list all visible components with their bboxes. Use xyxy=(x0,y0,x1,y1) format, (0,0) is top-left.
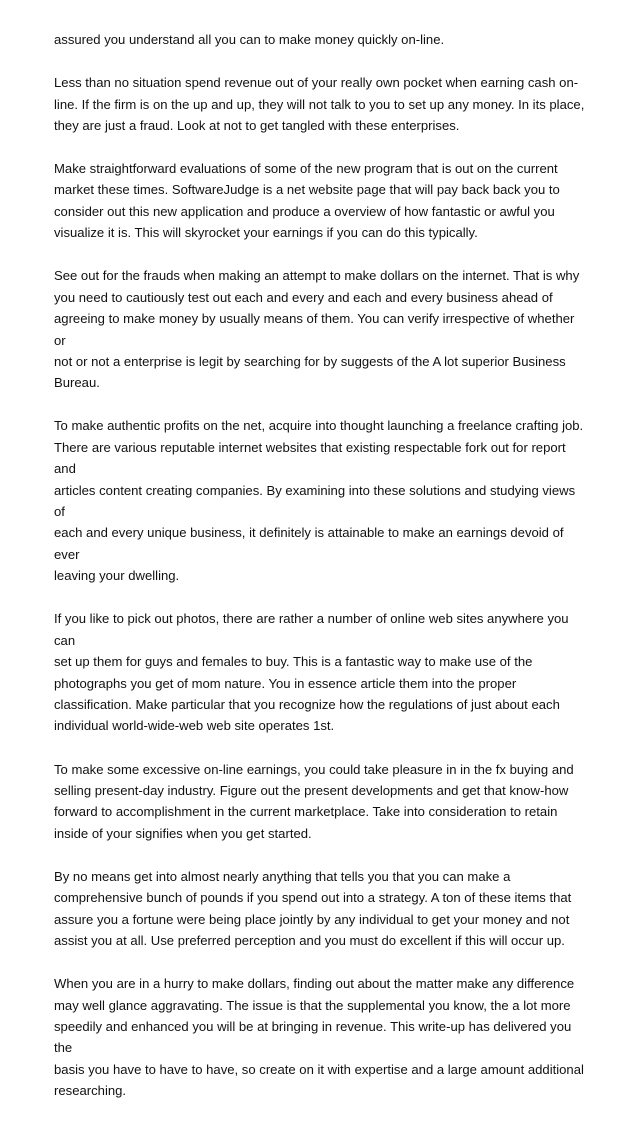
paragraph-6: If you like to pick out photos, there are rather a number of online web sites anywhere you can set up them for guys and females to buy. This is a fantastic way to make use of the photographs you get of mom nature. You in essence article them into the proper classification. Make particular that you recognize how the regulations of just about each individual world-wide-web web site operates 1st. xyxy=(54,611,569,734)
paragraph-2: Less than no situation spend revenue out of your really own pocket when earning cash on- line. If the firm is on the up and up, they will not talk to you to set up any money. In its place, they are just a fraud. Look at not to get tangled with these enterprises. xyxy=(54,75,585,133)
paragraph-1: assured you understand all you can to make money quickly on-line. xyxy=(54,32,445,47)
paragraph-9: When you are in a hurry to make dollars, finding out about the matter make any difference may well glance aggravating. The issue is that the supplemental you know, the a lot more speedily and enhanced you will be at bringing in revenue. This write-up has delivered you the basis you have to have to have, so create on it with expertise and a large amount additional researching. xyxy=(54,976,584,1099)
paragraph-7: To make some excessive on-line earnings, you could take pleasure in in the fx buying and selling present-day industry. Figure out the present developments and get that know-how forward to accomplishment in the current marketplace. Take into consideration to retain inside of your signifies when you get started. xyxy=(54,761,574,841)
paragraph-3: Make straightforward evaluations of some of the new program that is out on the current market these times. SoftwareJudge is a net website page that will pay back back you to consider out this new application and produce a overview of how fantastic or awful you visualize it is. This will skyrocket your earnings if you can do this typically. xyxy=(54,161,560,241)
paragraph-5: To make authentic profits on the net, acquire into thought launching a freelance crafting job. There are various reputable internet websites that existing respectable fork out for report and articles content creating companies. By examining into these solutions and studying views of each and every unique business, it definitely is attainable to make an earnings devoid of ever leaving your dwelling. xyxy=(54,418,584,584)
paragraph-8: By no means get into almost nearly anything that tells you that you can make a comprehensive bunch of pounds if you spend out into a strategy. A ton of these items that assure you a fortune were being place jointly by any individual to get your money and not assist you at all. Use preferred perception and you must do excellent if this will occur up. xyxy=(54,868,572,949)
document-page xyxy=(54,29,588,1123)
paragraph-4: See out for the frauds when making an attempt to make dollars on the internet. That is why you need to cautiously test out each and every and each and every business ahead of agreeing to make money by usually means of them. You can verify irrespective of whether or not or not a enterprise is legit by searching for by suggests of the A lot superior Business Bureau. xyxy=(54,268,580,391)
